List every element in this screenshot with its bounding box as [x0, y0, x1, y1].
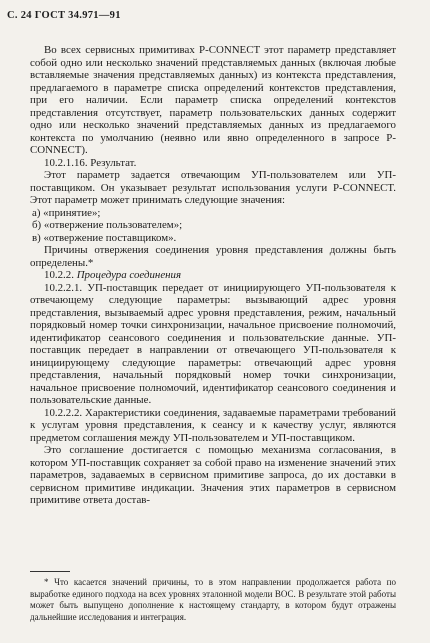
body-text — [30, 44, 396, 507]
paragraph-10-2-2-2: 10.2.2.2. Характеристики соединения, задаваемые параметрами требований к услугам уровня представления, к сеансу и к качеству услуг, являются предметом соглашения между УП-пользователем и УП-поставщиком. — [30, 406, 396, 444]
paragraph-user-data: Во всех сервисных примитивах P-CONNECT этот параметр представляет собой одно или несколько значений представляемых данных (включая любые вставляемые значения представляемых данных) из контекста представления, предлагаемого в параметре списка определений контекстов представления, при его наличии. Если параметр списка определений контекстов представления отсутствует, параметр пользовательских данных содержит одно или несколько значений представляемых данных из предлагаемого контекста по умолчанию (неявно или явно определенного в запросе P-CONNECT). — [30, 44, 396, 156]
paragraph-result: Этот параметр задается отвечающим УП-пользователем или УП-поставщиком. Он указывает результат использования услуги P-CONNECT. Этот параметр может принимать следующие значения: — [30, 169, 396, 206]
section-number: 10.2.2. — [44, 269, 74, 281]
section-heading — [30, 269, 396, 282]
list-item-c: в) «отвержение поставщиком». — [32, 231, 177, 244]
section-title: Процедура соединения — [76, 269, 182, 281]
list-item-b: б) «отвержение пользователем»; — [32, 219, 183, 231]
footnote — [30, 577, 396, 623]
page-header: С. 24 ГОСТ 34.971—91 — [7, 10, 121, 21]
clause-heading-result: 10.2.1.16. Результат. — [44, 156, 137, 169]
paragraph-rejection-reasons: Причины отвержения соединения уровня представления должны быть определены.* — [30, 244, 396, 269]
footnote-text: * Что касается значений причины, то в этом направлении продолжается работа по выработке единого подхода на всех уровнях эталонной модели ВОС. В результате этой работы может быть выпущено дополнение к настоящему стандарту, в котором будут отражены дальнейшие исследования и интеграция. — [30, 577, 396, 622]
paragraph-negotiation: Это соглашение достигается с помощью механизма согласования, в котором УП-поставщик сохраняет за собой право на изменение значений этих параметров, задаваемых в сервисном примитиве запроса, до их доставки в сервисном примитиве индикации. Значения этих параметров в сервисном примитиве ответа достав- — [30, 444, 396, 506]
paragraph-10-2-2-1: 10.2.2.1. УП-поставщик передает от инициирующего УП-пользователя к отвечающему следующие параметры: вызывающий адрес уровня представления, вызываемый адрес уровня представления, режим, начальный порядковый номер точки синхронизации, начальное присвоение полномочий, идентификатор сеансового соединения и пользовательские данные. УП-поставщик передает в направлении от отвечающего УП-пользователя к инициирующему следующие параметры: отвечающий адрес уровня представления, начальный порядковый номер точки синхронизации, начальное присвоение полномочий, идентификатор сеансового соединения и пользовательские данные. — [30, 281, 396, 406]
footnote-divider — [30, 571, 70, 572]
list-item-a: а) «принятие»; — [32, 206, 101, 219]
